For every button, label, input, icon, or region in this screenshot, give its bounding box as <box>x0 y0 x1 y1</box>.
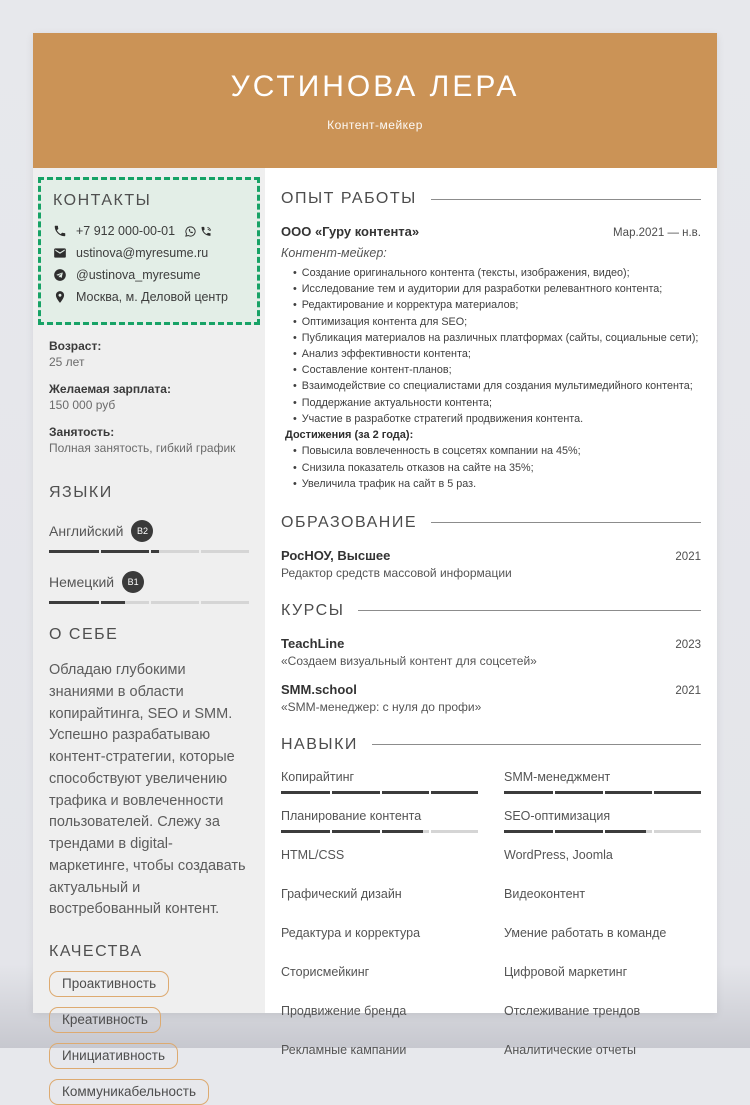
achievements-title: Достижения (за 2 года): <box>285 428 414 441</box>
achievement-item: • Увеличила трафик на сайт в 5 раз. <box>293 476 701 492</box>
skill-name: SEO-оптимизация <box>504 808 611 823</box>
telegram-handle: @ustinova_myresume <box>76 268 201 282</box>
achievement-item: • Повысила вовлеченность в соцсетях компании на 45%; <box>293 443 701 459</box>
section-divider <box>431 199 701 200</box>
info-label: Занятость: <box>49 425 115 439</box>
messenger-icons <box>184 225 213 238</box>
skill-name: Копирайтинг <box>281 769 355 784</box>
location-text: Москва, м. Деловой центр <box>76 290 229 304</box>
skill-item <box>504 1043 701 1080</box>
course-year: 2023 <box>675 638 701 651</box>
main-column <box>265 168 717 1057</box>
person-name: УСТИНОВА ЛЕРА <box>230 69 520 103</box>
skill-item <box>504 887 701 924</box>
education-name: РосНОУ, Высшее <box>281 547 391 563</box>
courses-title: КУРСЫ <box>281 601 345 619</box>
skill-item <box>504 809 701 846</box>
skill-name: Графический дизайн <box>281 886 402 901</box>
duty-item: • Публикация материалов на различных платформах (сайты, социальные сети); <box>293 330 701 346</box>
whatsapp-icon <box>184 225 197 238</box>
course-desc: «SMM-менеджер: с нуля до профи» <box>281 699 482 714</box>
contacts-title: КОНТАКТЫ <box>53 192 152 209</box>
skill-name: WordPress, Joomla <box>504 847 613 862</box>
education-list <box>281 548 701 580</box>
education-section <box>281 514 701 580</box>
course-desc: «Создаем визуальный контент для соцсетей» <box>281 653 537 668</box>
duty-item: • Исследование тем и аудитории для разработки релевантного контента; <box>293 281 701 297</box>
location-pin-icon <box>53 290 67 304</box>
contact-row-phone[interactable] <box>53 224 245 238</box>
language-level-badge: B1 <box>122 571 144 593</box>
course-name: SMM.school <box>281 681 357 697</box>
education-title: ОБРАЗОВАНИЕ <box>281 513 418 531</box>
info-block <box>49 425 249 455</box>
skill-item <box>281 848 478 885</box>
skill-progress-bar <box>281 791 478 794</box>
achievements-list <box>293 443 701 492</box>
contact-row-telegram[interactable] <box>53 268 245 282</box>
duty-item: • Составление контент-планов; <box>293 362 701 378</box>
contacts-highlight-box <box>38 177 260 325</box>
duties-list <box>293 265 701 427</box>
skill-name: SMM-менеджмент <box>504 769 611 784</box>
language-name: Английский <box>49 523 124 539</box>
courses-section <box>281 602 701 714</box>
person-role: Контент-мейкер <box>327 117 423 132</box>
skill-item <box>281 1043 478 1080</box>
email-icon <box>53 246 67 260</box>
courses-list <box>281 636 701 714</box>
skills-column-right <box>504 770 701 1082</box>
skills-column-left <box>281 770 478 1082</box>
skill-item <box>281 770 478 807</box>
achievement-item: • Снизила показатель отказов на сайте на 35%; <box>293 460 701 476</box>
course-item <box>281 682 701 714</box>
about-section <box>33 604 265 921</box>
skill-item <box>281 1004 478 1041</box>
course-name: TeachLine <box>281 635 345 651</box>
skill-name: Видеоконтент <box>504 886 586 901</box>
experience-section <box>281 190 701 492</box>
course-year: 2021 <box>675 684 701 697</box>
info-label: Возраст: <box>49 339 102 353</box>
about-text: Обладаю глубокими знаниями в области копирайтинга, SEO и SMM. Успешно разрабатываю контент-стратегии, которые способствуют увеличению трафика и вовлеченности пользователей. Слежу за трендами в digital-маркетинге, чтобы создавать актуальный и востребованный контент. <box>49 662 246 918</box>
quality-tag: Креативность <box>49 1007 161 1033</box>
skill-item <box>281 965 478 1002</box>
company-name: ООО «Гуру контента» <box>281 224 420 239</box>
skill-name: Отслеживание трендов <box>504 1003 641 1018</box>
job-position: Контент-мейкер: <box>281 246 387 260</box>
skill-progress-bar <box>504 830 701 833</box>
skill-progress-bar <box>504 791 701 794</box>
phone-icon <box>53 224 67 238</box>
skill-name: Рекламные кампании <box>281 1042 407 1057</box>
section-divider <box>358 610 701 611</box>
languages-section <box>33 468 265 604</box>
contact-row-location <box>53 290 245 304</box>
telegram-icon <box>53 268 67 282</box>
skill-item <box>281 887 478 924</box>
languages-list <box>49 520 249 604</box>
skill-name: Продвижение бренда <box>281 1003 407 1018</box>
section-divider <box>431 522 701 523</box>
sidebar <box>33 168 265 1099</box>
skill-item <box>504 770 701 807</box>
qualities-title: КАЧЕСТВА <box>49 943 143 960</box>
skill-item <box>504 848 701 885</box>
resume-header <box>33 33 717 168</box>
course-item <box>281 636 701 668</box>
personal-info <box>33 325 265 455</box>
qualities-tags <box>49 971 249 1105</box>
info-value: 150 000 руб <box>49 398 116 412</box>
skills-title: НАВЫКИ <box>281 735 358 753</box>
skill-progress-bar <box>281 830 478 833</box>
quality-tag: Проактивность <box>49 971 169 997</box>
skill-item <box>281 809 478 846</box>
skill-item <box>504 965 701 1002</box>
education-year: 2021 <box>675 550 701 563</box>
info-label: Желаемая зарплата: <box>49 382 171 396</box>
skill-item <box>504 1004 701 1041</box>
languages-title: ЯЗЫКИ <box>49 484 113 501</box>
language-progress-bar <box>49 550 249 553</box>
experience-title: ОПЫТ РАБОТЫ <box>281 190 417 207</box>
skill-item <box>281 926 478 963</box>
qualities-section <box>33 921 265 1105</box>
skill-name: Сторисмейкинг <box>281 964 370 979</box>
duty-item: • Оптимизация контента для SEO; <box>293 314 701 330</box>
duty-item: • Анализ эффективности контента; <box>293 346 701 362</box>
duty-item: • Редактирование и корректура материалов; <box>293 297 701 313</box>
skill-name: Цифровой маркетинг <box>504 964 628 979</box>
language-progress-bar <box>49 601 249 604</box>
contact-row-email[interactable] <box>53 246 245 260</box>
education-desc: Редактор средств массовой информации <box>281 565 512 580</box>
duty-item: • Участие в разработке стратегий продвижения контента. <box>293 411 701 427</box>
section-divider <box>372 744 701 745</box>
quality-tag: Инициативность <box>49 1043 178 1069</box>
viber-icon <box>200 225 213 238</box>
language-item <box>49 520 249 553</box>
info-block <box>49 339 249 369</box>
email-address: ustinova@myresume.ru <box>76 246 209 260</box>
skill-item <box>504 926 701 963</box>
about-title: О СЕБЕ <box>49 626 119 643</box>
info-value: 25 лет <box>49 355 85 369</box>
language-name: Немецкий <box>49 574 115 590</box>
skill-name: Умение работать в команде <box>504 925 667 940</box>
skill-name: Редактура и корректура <box>281 925 421 940</box>
skill-name: Планирование контента <box>281 808 422 823</box>
info-value: Полная занятость, гибкий график <box>49 441 236 455</box>
education-item <box>281 548 701 580</box>
language-item <box>49 571 249 604</box>
skills-section <box>281 736 701 1082</box>
resume-card <box>33 33 717 1099</box>
skill-name: HTML/CSS <box>281 847 345 862</box>
duty-item: • Поддержание актуальности контента; <box>293 395 701 411</box>
info-block <box>49 382 249 412</box>
quality-tag: Коммуникабельность <box>49 1079 209 1105</box>
duty-item: • Создание оригинального контента (тексты, изображения, видео); <box>293 265 701 281</box>
work-period: Мар.2021 — н.в. <box>612 227 701 239</box>
phone-number: +7 912 000-00-01 <box>76 224 176 238</box>
duty-item: • Взаимодействие со специалистами для создания мультимедийного контента; <box>293 378 701 394</box>
skill-name: Аналитические отчеты <box>504 1042 636 1057</box>
language-level-badge: B2 <box>131 520 153 542</box>
